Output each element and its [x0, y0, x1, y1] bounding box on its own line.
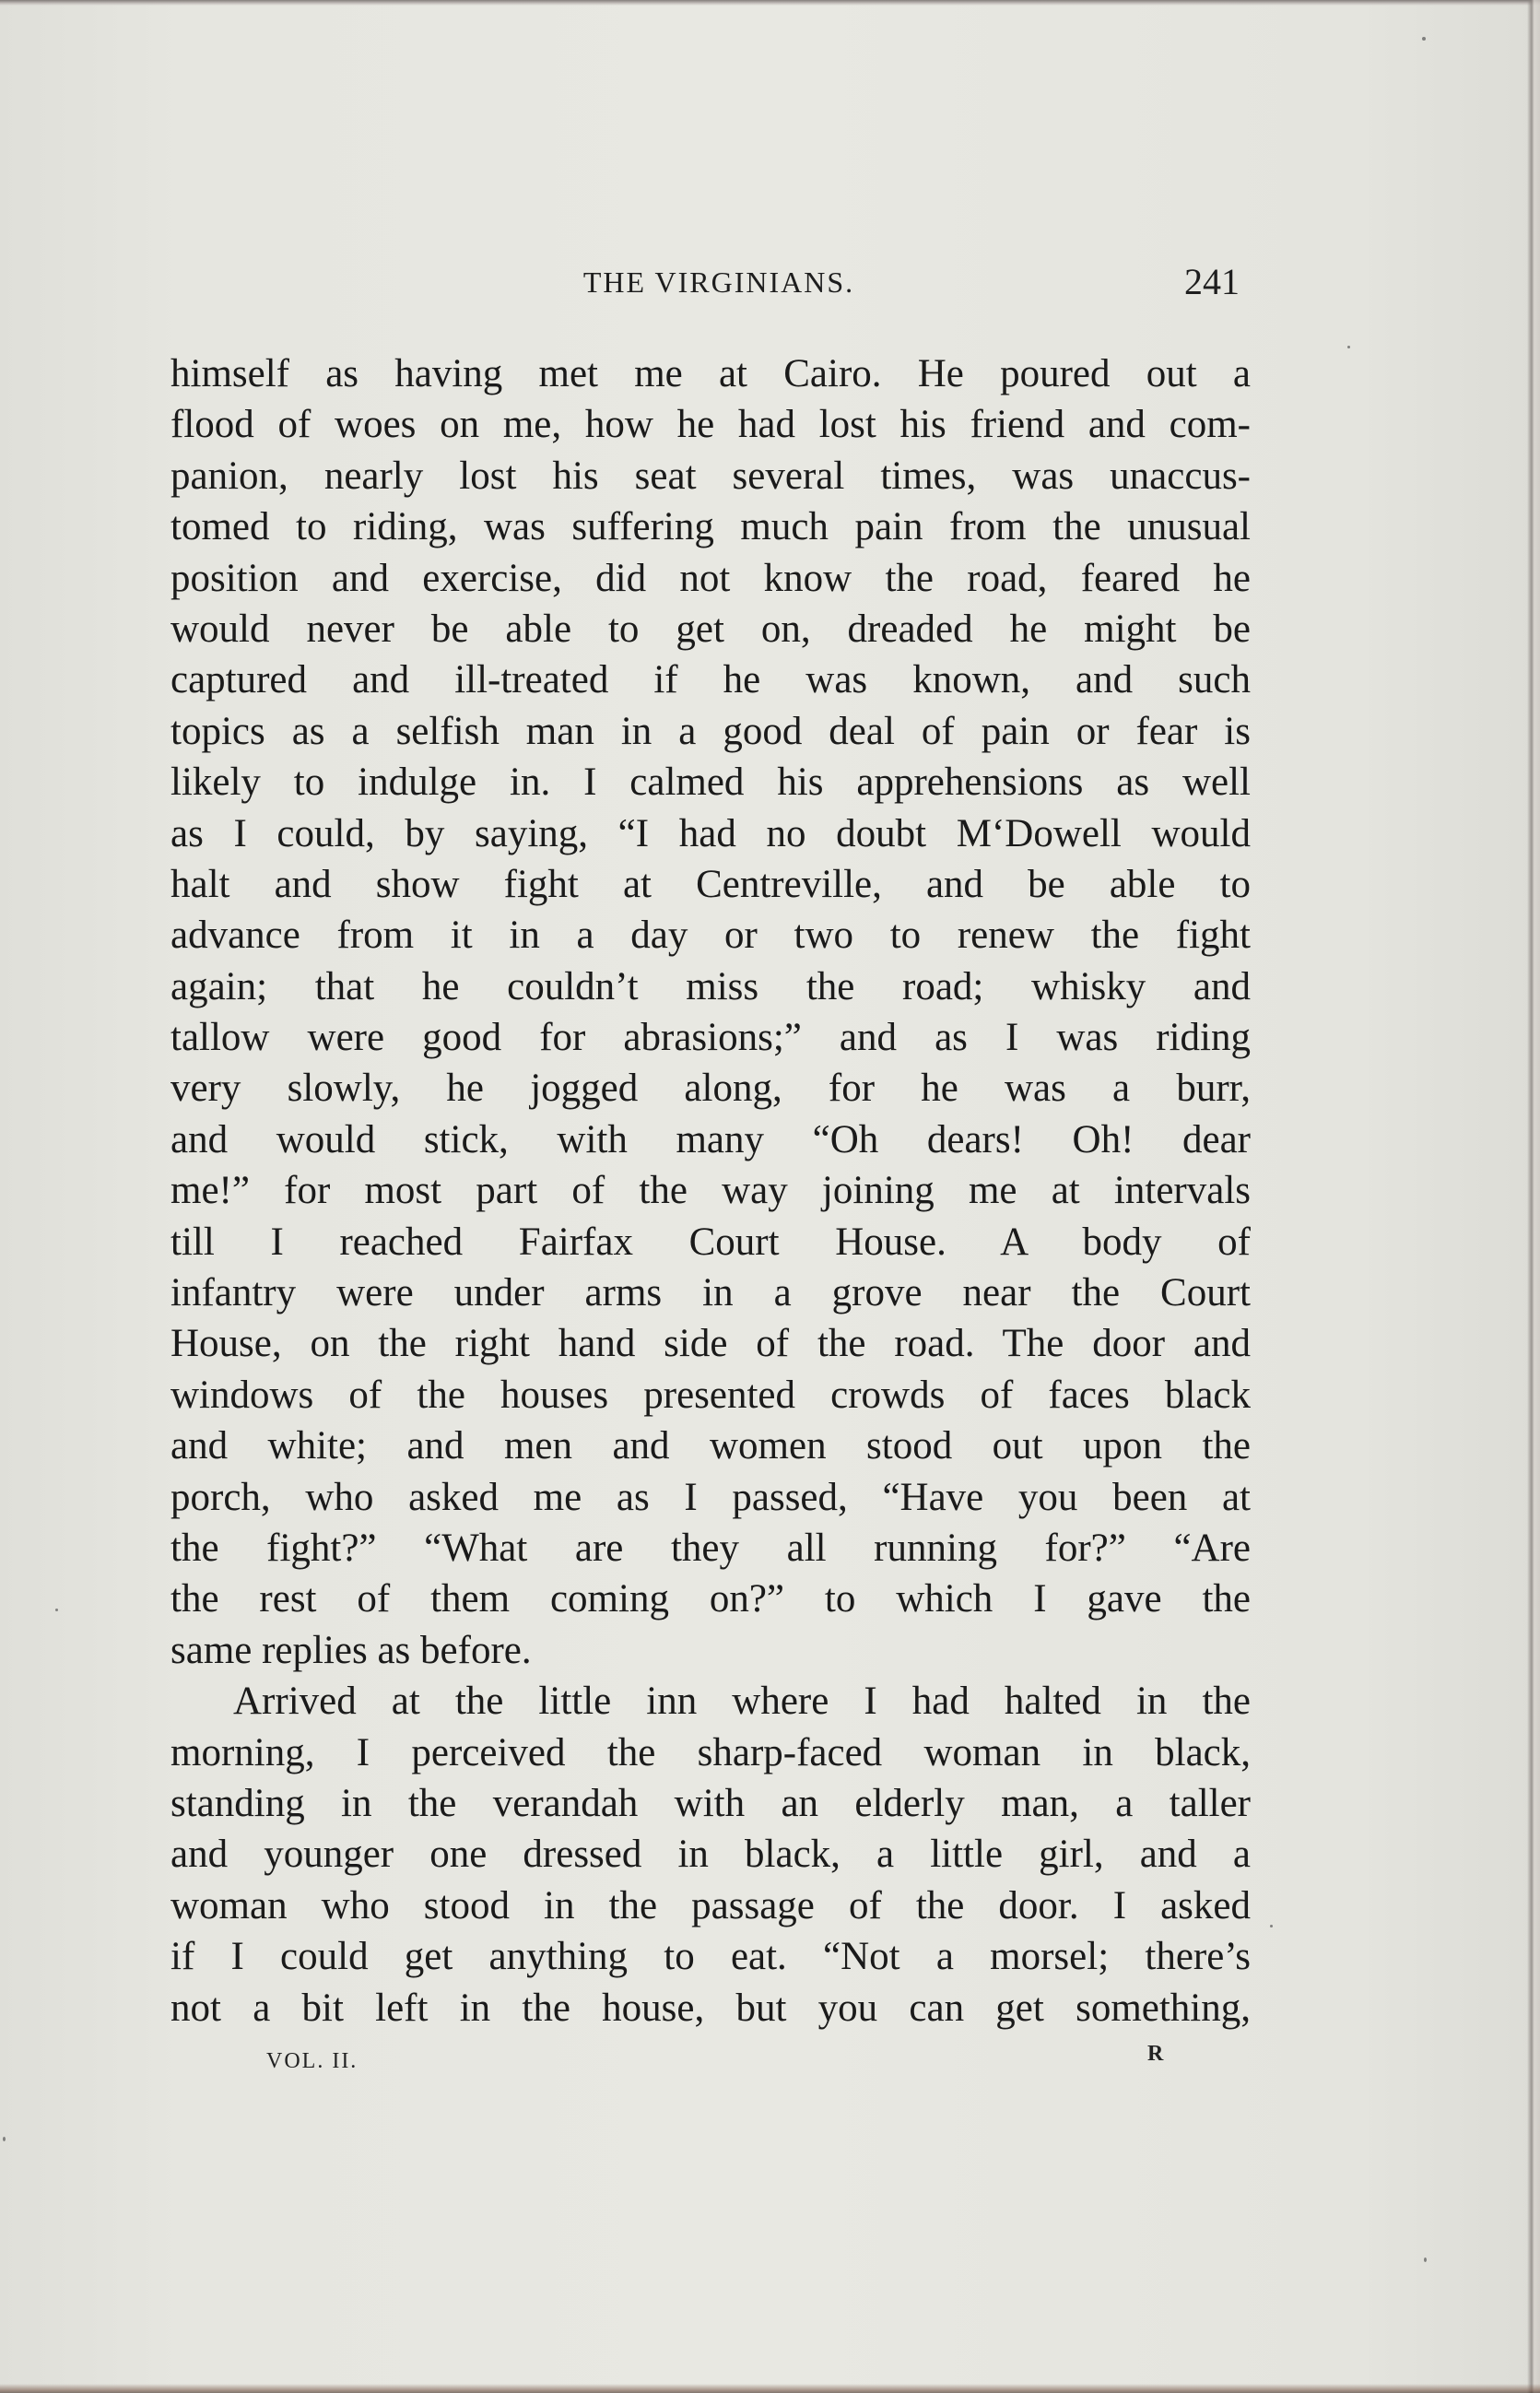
paragraph-end-line: same replies as before.: [170, 1628, 532, 1672]
page-number: 241: [1184, 261, 1240, 302]
text-line: not a bit left in the house, but you can get something,: [170, 1986, 1251, 2030]
text-line: panion, nearly lost his seat several times, was unaccus-: [170, 454, 1251, 498]
volume-signature: VOL. II.: [266, 2049, 359, 2073]
text-line: the rest of them coming on?” to which I gave the: [170, 1577, 1251, 1621]
paper-speck: [1422, 37, 1426, 41]
text-line: would never be able to get on, dreaded he might be: [170, 607, 1251, 651]
text-line: topics as a selfish man in a good deal of pain or fear is: [170, 709, 1251, 753]
text-line: porch, who asked me as I passed, “Have you been at: [170, 1475, 1251, 1519]
page-footer: [170, 2042, 1251, 2079]
text-line: tallow were good for abrasions;” and as I was riding: [170, 1016, 1251, 1060]
text-line: woman who stood in the passage of the door. I asked: [170, 1883, 1251, 1927]
running-title: THE VIRGINIANS.: [582, 265, 855, 299]
text-line: House, on the right hand side of the road. The door and: [170, 1322, 1251, 1366]
text-line: himself as having met me at Cairo. He poured out a: [170, 352, 1251, 395]
text-line: if I could get anything to eat. “Not a morsel; there’s: [170, 1935, 1251, 1979]
text-line: very slowly, he jogged along, for he was a burr,: [170, 1067, 1251, 1111]
signature-letter: R: [1147, 2042, 1164, 2066]
text-line: captured and ill-treated if he was known, and such: [170, 658, 1251, 702]
body-text: [170, 348, 1251, 2033]
text-line: the fight?” “What are they all running for?” “Are: [170, 1526, 1251, 1570]
text-line: infantry were under arms in a grove near the Court: [170, 1271, 1251, 1315]
text-line: windows of the houses presented crowds of faces black: [170, 1373, 1251, 1417]
page-bottom-edge: [0, 2384, 1540, 2393]
text-line: and younger one dressed in black, a little girl, and a: [170, 1833, 1251, 1877]
text-line: as I could, by saying, “I had no doubt M‘Dowell would: [170, 811, 1251, 855]
text-line: and would stick, with many “Oh dears! Oh! dear: [170, 1117, 1251, 1161]
text-line: me!” for most part of the way joining me at intervals: [170, 1169, 1251, 1213]
paper-speck: [1270, 1925, 1273, 1927]
paragraph-first-line: Arrived at the little inn where I had halted in the: [233, 1680, 1251, 1724]
text-line: flood of woes on me, how he had lost his friend and com-: [170, 403, 1251, 447]
text-line: likely to indulge in. I calmed his apprehensions as well: [170, 760, 1251, 805]
text-line: morning, I perceived the sharp-faced woman in black,: [170, 1730, 1251, 1774]
text-line: and white; and men and women stood out upon the: [170, 1424, 1251, 1468]
text-line: again; that he couldn’t miss the road; whisky and: [170, 964, 1251, 1008]
page-right-edge: [1527, 0, 1540, 2393]
text-line: position and exercise, did not know the road, feared he: [170, 556, 1251, 600]
paper-speck: [55, 1609, 58, 1611]
text-line: halt and show fight at Centreville, and be able to: [170, 862, 1251, 906]
page-top-edge: [0, 0, 1540, 6]
text-line: advance from it in a day or two to renew the fight: [170, 914, 1251, 958]
text-line: till I reached Fairfax Court House. A body of: [170, 1220, 1251, 1264]
paper-speck: [1347, 346, 1350, 348]
running-head: [170, 260, 1240, 306]
paper-speck: [1424, 2257, 1427, 2262]
text-line: standing in the verandah with an elderly man, a taller: [170, 1781, 1251, 1825]
paper-speck: [3, 2137, 6, 2141]
text-line: tomed to riding, was suffering much pain from the unusual: [170, 505, 1251, 549]
